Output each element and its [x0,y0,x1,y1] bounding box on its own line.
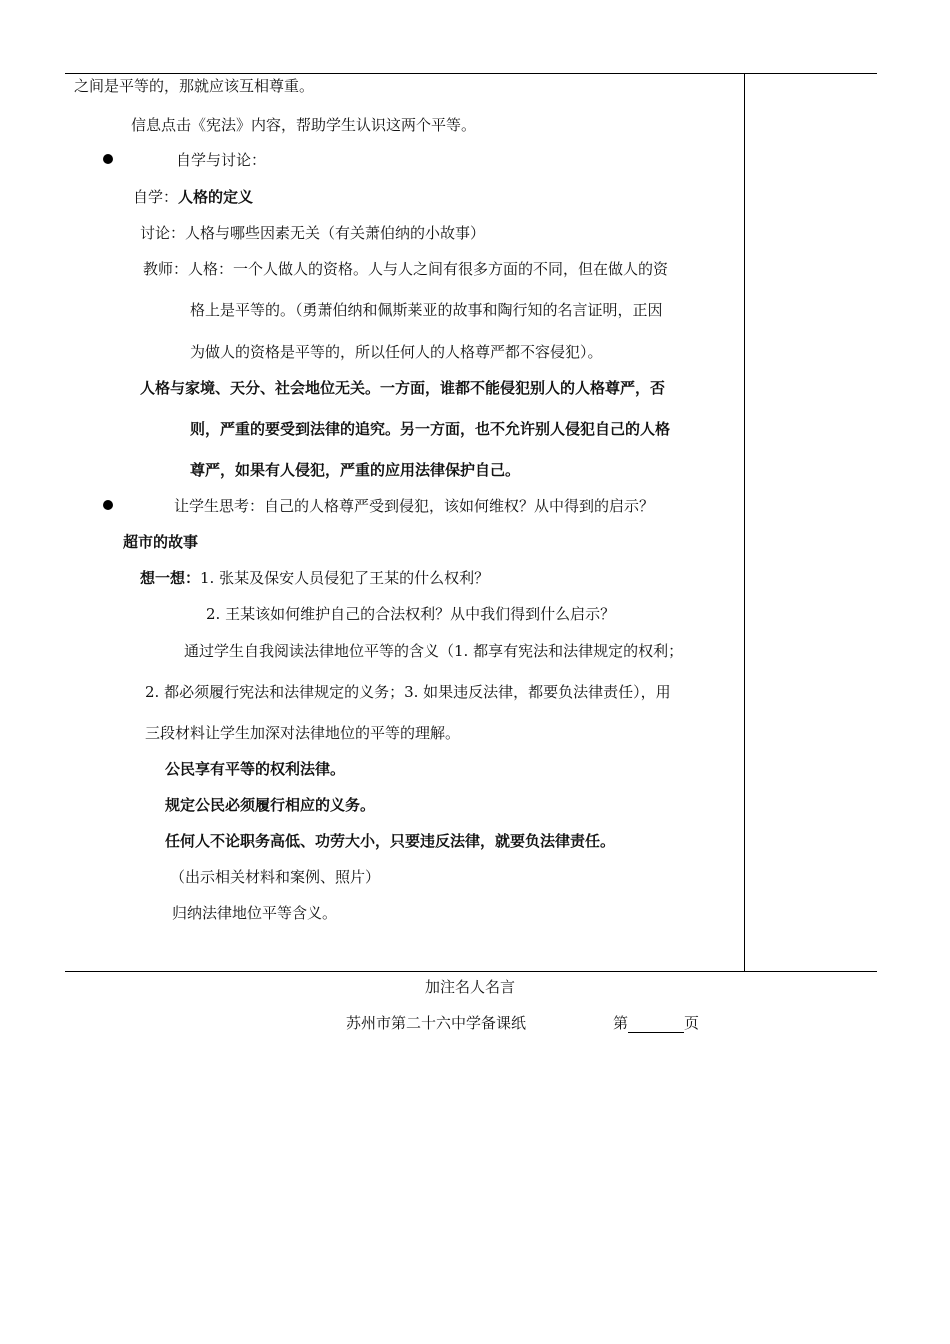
text-line-bold: 公民享有平等的权利法律。 [165,760,346,778]
section-heading: 超市的故事 [123,533,199,551]
text-line: 格上是平等的。（勇萧伯纳和佩斯莱亚的故事和陶行知的名言证明，正因 [190,301,663,319]
text-line: 之间是平等的，那就应该互相尊重。 [74,77,315,95]
think-label: 想一想： [140,569,201,587]
footer-school: 苏州市第二十六中学备课纸 [346,1014,527,1032]
table-top-border [65,73,877,74]
text-line: 三段材料让学生加深对法律地位的平等的理解。 [145,724,461,742]
bullet-icon [103,154,113,164]
text-line: 归纳法律地位平等含义。 [172,904,338,922]
text-line: 信息点击《宪法》内容，帮助学生认识这两个平等。 [131,116,477,134]
table-column-divider [744,73,745,972]
footer-page-number [613,1013,699,1033]
text-line: 讨论：人格与哪些因素无关（有关萧伯纳的小故事） [140,224,486,242]
text-line: 通过学生自我阅读法律地位平等的含义（1. 都享有宪法和法律规定的权利； [184,642,684,660]
page-suffix: 页 [684,1014,700,1032]
text-line: 自学与讨论： [176,151,267,169]
text-line: 为做人的资格是平等的，所以任何人的人格尊严都不容侵犯）。 [190,343,603,361]
page-prefix: 第 [613,1014,629,1032]
text-line: 让学生思考：自己的人格尊严受到侵犯，该如何维权？从中得到的启示？ [174,497,655,515]
bullet-icon [103,500,113,510]
text-line-bold: 规定公民必须履行相应的义务。 [165,796,376,814]
text-line: （出示相关材料和案例、照片） [170,868,381,886]
text-line: 2. 王某该如何维护自己的合法权利？从中我们得到什么启示？ [206,605,616,623]
text-line: 2. 都必须履行宪法和法律规定的义务；3. 如果违反法律，都要负法律责任），用 [145,683,671,701]
text-line-bold: 则，严重的要受到法律的追究。另一方面，也不允许别人侵犯自己的人格 [190,420,671,438]
footer-note: 加注名人名言 [425,978,516,996]
text-line-bold: 尊严，如果有人侵犯，严重的应用法律保护自己。 [190,461,521,479]
table-bottom-border [65,971,877,972]
question-1: 1. 张某及保安人员侵犯了王某的什么权利？ [200,569,490,587]
text-line [140,568,489,588]
page-blank [628,1016,684,1033]
self-study-label: 自学： [133,188,179,206]
text-line [133,187,253,207]
text-line-bold: 任何人不论职务高低、功劳大小，只要违反法律，就要负法律责任。 [165,832,616,850]
self-study-topic: 人格的定义 [178,188,254,206]
text-line-bold: 人格与家境、天分、社会地位无关。一方面，谁都不能侵犯别人的人格尊严，否 [140,379,666,397]
text-line: 教师：人格：一个人做人的资格。人与人之间有很多方面的不同，但在做人的资 [143,260,669,278]
